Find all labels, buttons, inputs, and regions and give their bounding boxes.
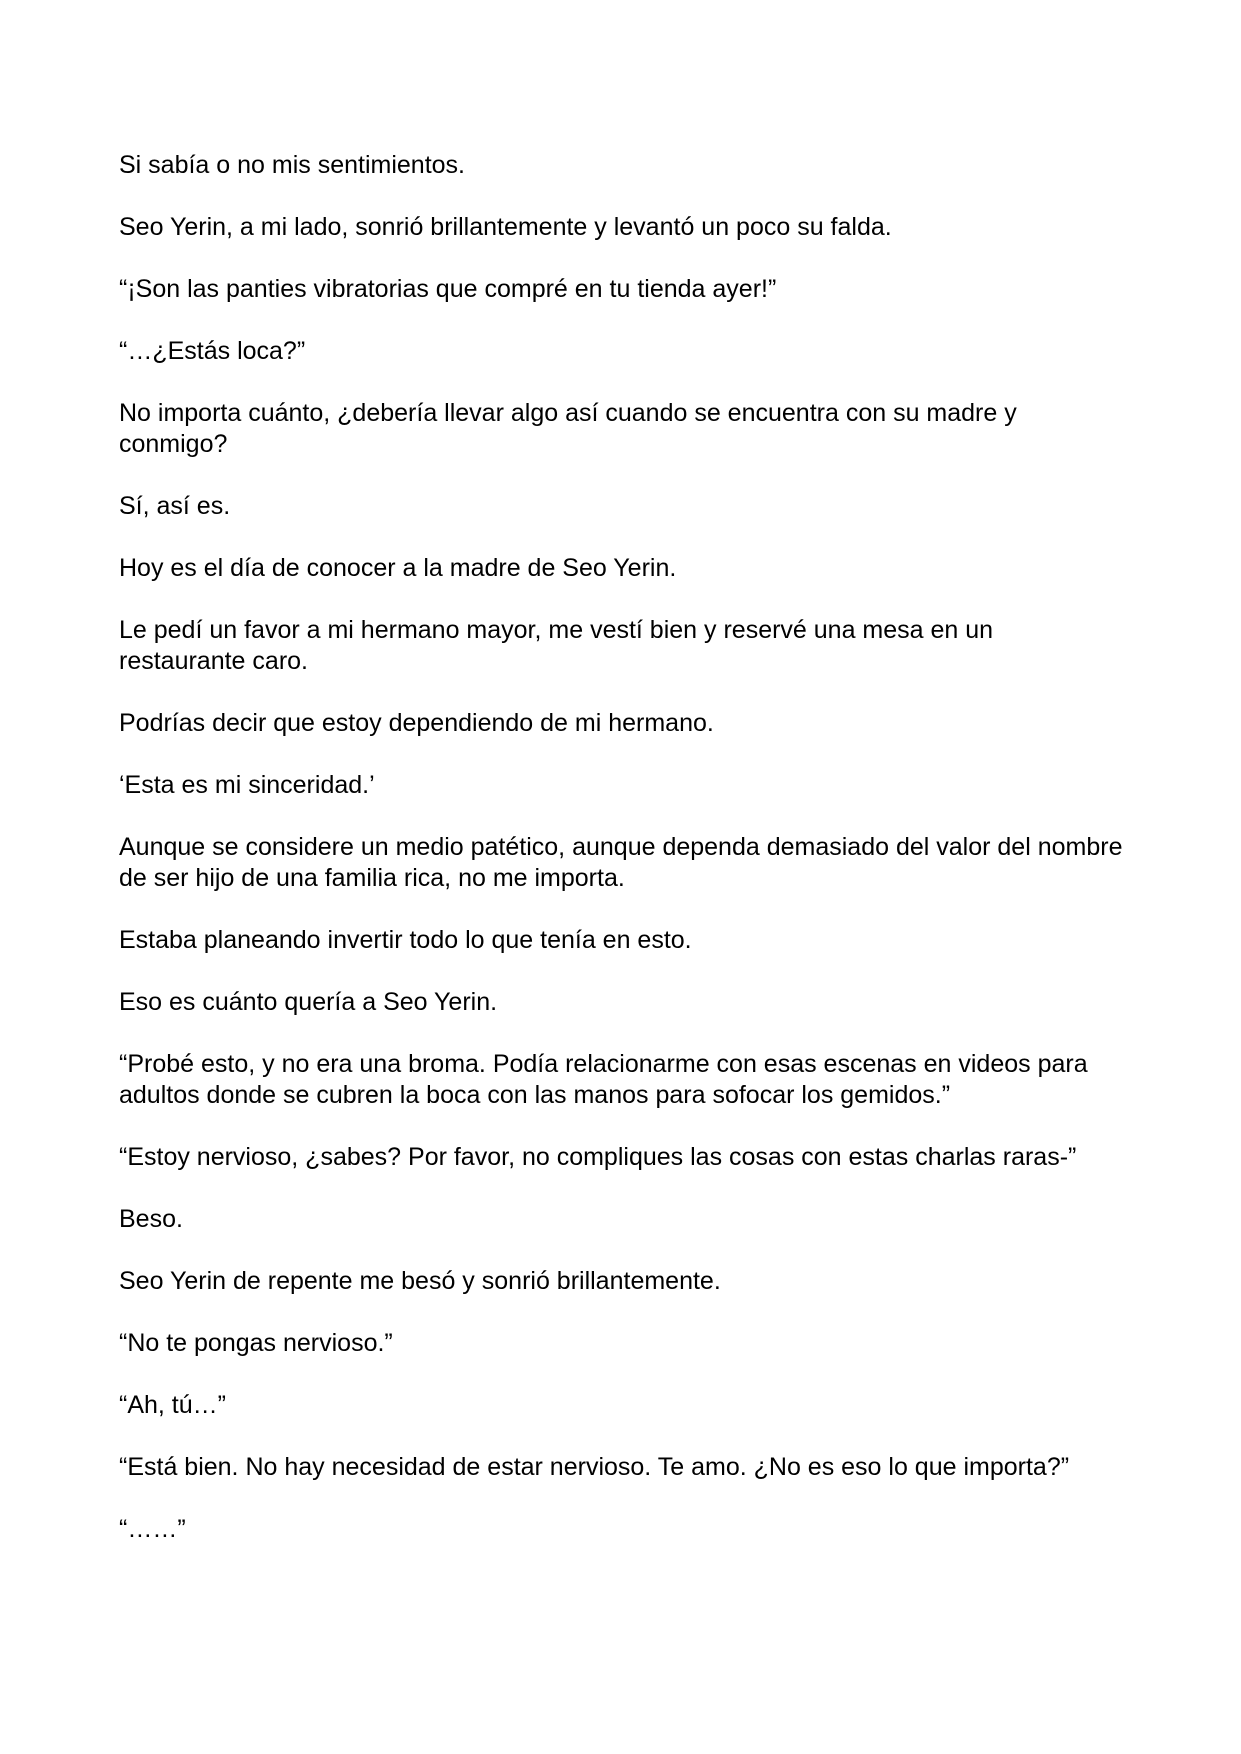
paragraph: Hoy es el día de conocer a la madre de Seo Yerin. — [119, 554, 677, 582]
paragraph: Sí, así es. — [119, 492, 231, 520]
paragraph: “Estoy nervioso, ¿sabes? Por favor, no compliques las cosas con estas charlas raras-” — [119, 1143, 1077, 1171]
paragraph: No importa cuánto, ¿debería llevar algo así cuando se encuentra con su madre y conmigo? — [119, 399, 1017, 458]
paragraph: “…¿Estás loca?” — [119, 337, 306, 365]
paragraph: Seo Yerin, a mi lado, sonrió brillantemente y levantó un poco su falda. — [119, 213, 892, 241]
paragraph: Seo Yerin de repente me besó y sonrió brillantemente. — [119, 1267, 721, 1295]
paragraph: “Está bien. No hay necesidad de estar nervioso. Te amo. ¿No es eso lo que importa?” — [119, 1453, 1070, 1481]
paragraph: Si sabía o no mis sentimientos. — [119, 151, 465, 179]
paragraph: Estaba planeando invertir todo lo que tenía en esto. — [119, 926, 692, 954]
document-body — [119, 150, 1124, 1576]
paragraph: “Probé esto, y no era una broma. Podía relacionarme con esas escenas en videos para adultos donde se cubren la boca con las manos para sofocar los gemidos.” — [119, 1050, 1088, 1109]
paragraph: Le pedí un favor a mi hermano mayor, me vestí bien y reservé una mesa en un restaurante caro. — [119, 616, 994, 675]
paragraph: ‘Esta es mi sinceridad.’ — [119, 771, 375, 799]
paragraph: “……” — [119, 1515, 186, 1543]
paragraph: Podrías decir que estoy dependiendo de mi hermano. — [119, 709, 714, 737]
paragraph: Beso. — [119, 1205, 183, 1233]
paragraph: Aunque se considere un medio patético, aunque dependa demasiado del valor del nombre de ser hijo de una familia rica, no me importa. — [119, 833, 1123, 892]
paragraph: “Ah, tú…” — [119, 1391, 226, 1419]
paragraph: Eso es cuánto quería a Seo Yerin. — [119, 988, 498, 1016]
paragraph: “¡Son las panties vibratorias que compré en tu tienda ayer!” — [119, 275, 777, 303]
paragraph: “No te pongas nervioso.” — [119, 1329, 393, 1357]
